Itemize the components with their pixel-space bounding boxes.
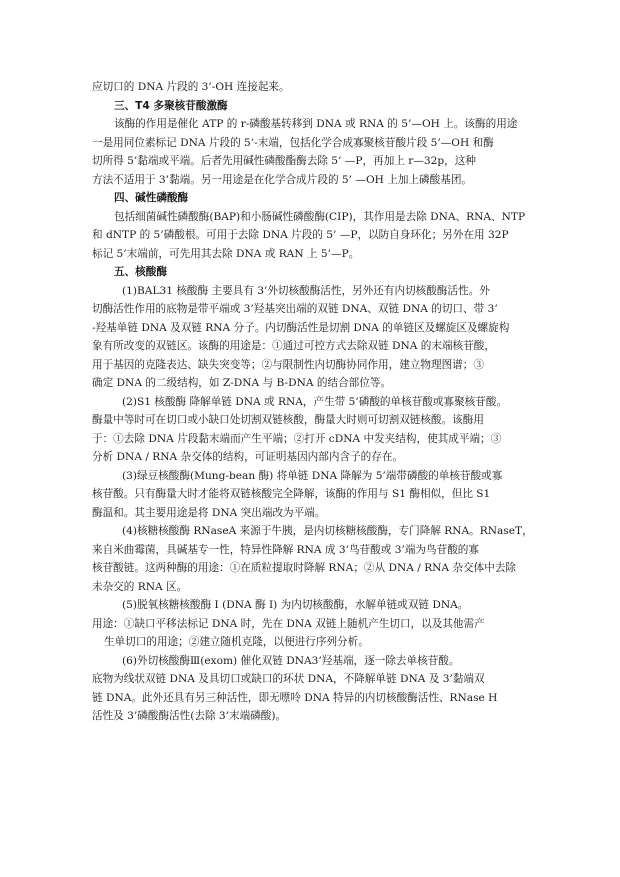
text-line: 用于基因的克隆表达、缺失突变等；②与限制性内切酶协同作用，建立物理图谱；③ [92, 358, 484, 371]
text-line: (5)脱氧核糖核酸酶 I (DNA 酶 I) 为内切核酸酶，水解单链或双链 DNA。 [122, 599, 469, 611]
text-line: (4)核糖核酸酶 RNaseA 来源于牛胰，是内切核糖核酸酶，专门降解 RNA。RNaseT， [122, 525, 533, 537]
text-line: 切酶活性作用的底物是带平端或 3’羟基突出端的双链 DNA、双链 DNA 的切口、带 3’ [92, 303, 498, 315]
text-line: 分析 DNA / RNA 杂交体的结构，可证明基因内部内含子的存在。 [92, 451, 404, 463]
document-page [92, 78, 558, 726]
text-line: 核苷酸链。这两种酶的用途：①在质粒提取时降解 RNA；②从 DNA / RNA 杂交体中去除 [92, 562, 517, 574]
section-heading: 五、核酸酶 [114, 266, 167, 278]
text-line: (3)绿豆核酸酶(Mung-bean 酶) 将单链 DNA 降解为 5’端带磷酸的单核苷酸或寡 [122, 469, 503, 482]
text-line: 链 DNA。此外还具有另三种活性，即无嘌呤 DNA 特异的内切核酸酶活性、RNase H [92, 691, 498, 704]
text-line: 切所得 5’黏端或平端。后者先用碱性磷酸酯酶去除 5’ —P，再加上 r—32p，这种 [92, 155, 476, 167]
text-line: 于：①去除 DNA 片段黏末端而产生平端；②打开 cDNA 中发夹结构，使其成平端；③ [92, 432, 502, 445]
text-line: 生单切口的用途；②建立随机克隆，以便进行序列分析。 [104, 636, 369, 648]
text-line: (2)S1 核酸酶 降解单链 DNA 或 RNA，产生带 5’磷酸的单核苷酸或寡聚核苷酸。 [122, 395, 508, 408]
text-line: 和 dNTP 的 5’磷酸根。可用于去除 DNA 片段的 5’ —P，以防自身环化；另外在用 32P [92, 229, 509, 241]
text-line: 酶量中等时可在切口或小缺口处切割双链核酸，酶量大时则可切割双链核酸。该酶用 [92, 414, 484, 426]
section-heading: 三、T4 多聚核苷酸激酶 [114, 99, 228, 112]
text-line: 用途：①缺口平移法标记 DNA 时，先在 DNA 双链上随机产生切口，以及其他需产 [92, 617, 485, 630]
text-line: 底物为线状双链 DNA 及具切口或缺口的环状 DNA，不降解单链 DNA 及 3’黏端双 [92, 673, 485, 685]
text-line: -羟基单链 DNA 及双链 RNA 分子。内切酶活性是切割 DNA 的单链区及螺旋区及螺旋构 [92, 321, 510, 334]
text-line: 活性及 3’磷酸酶活性(去除 3’末端磷酸)。 [92, 710, 287, 722]
text-line: 来自米曲霉菌，具碱基专一性，特异性降解 RNA 成 3’鸟苷酸或 3’端为鸟苷酸的寡 [92, 543, 479, 556]
text-line: 未杂交的 RNA 区。 [92, 580, 188, 593]
text-line: 一是用同位素标记 DNA 片段的 5’-末端，包括化学合成寡聚核苷酸片段 5’—OH 和酶 [92, 136, 494, 149]
text-line: (1)BAL31 核酸酶 主要具有 3’外切核酸酶活性，另外还有内切核酸酶活性。外 [122, 284, 490, 297]
text-line: 方法不适用于 3’黏端。另一用途是在化学合成片段的 5’ —OH 上加上磷酸基团。 [92, 173, 473, 186]
text-line: 包括细菌碱性磷酸酶(BAP)和小肠碱性磷酸酶(CIP)，其作用是去除 DNA、RNA、NTP [114, 210, 526, 223]
text-line: 确定 DNA 的二级结构，如 Z-DNA 与 B-DNA 的结合部位等。 [92, 377, 392, 389]
text-line: 标记 5’末端前，可先用其去除 DNA 或 RAN 上 5’—P。 [92, 247, 360, 260]
text-line: (6)外切核酸酶Ⅲ(exom) 催化双链 DNA3’羟基端，逐一除去单核苷酸。 [122, 654, 460, 667]
text-line: 应切口的 DNA 片段的 3’-OH 连接起来。 [92, 81, 290, 93]
text-line: 核苷酸。只有酶量大时才能将双链核酸完全降解，该酶的作用与 S1 酶相似，但比 S1 [92, 488, 491, 500]
text-line: 该酶的作用是催化 ATP 的 r-磷酸基转移到 DNA 或 RNA 的 5’—OH 上。该酶的用途 [114, 118, 518, 130]
section-heading: 四、碱性磷酸酶 [114, 192, 189, 204]
text-line: 酶温和。其主要用途是将 DNA 突出端改为平端。 [92, 506, 326, 519]
text-line: 象有所改变的双链区。该酶的用途是：①通过可控方式去除双链 DNA 的末端核苷酸， [92, 340, 495, 352]
